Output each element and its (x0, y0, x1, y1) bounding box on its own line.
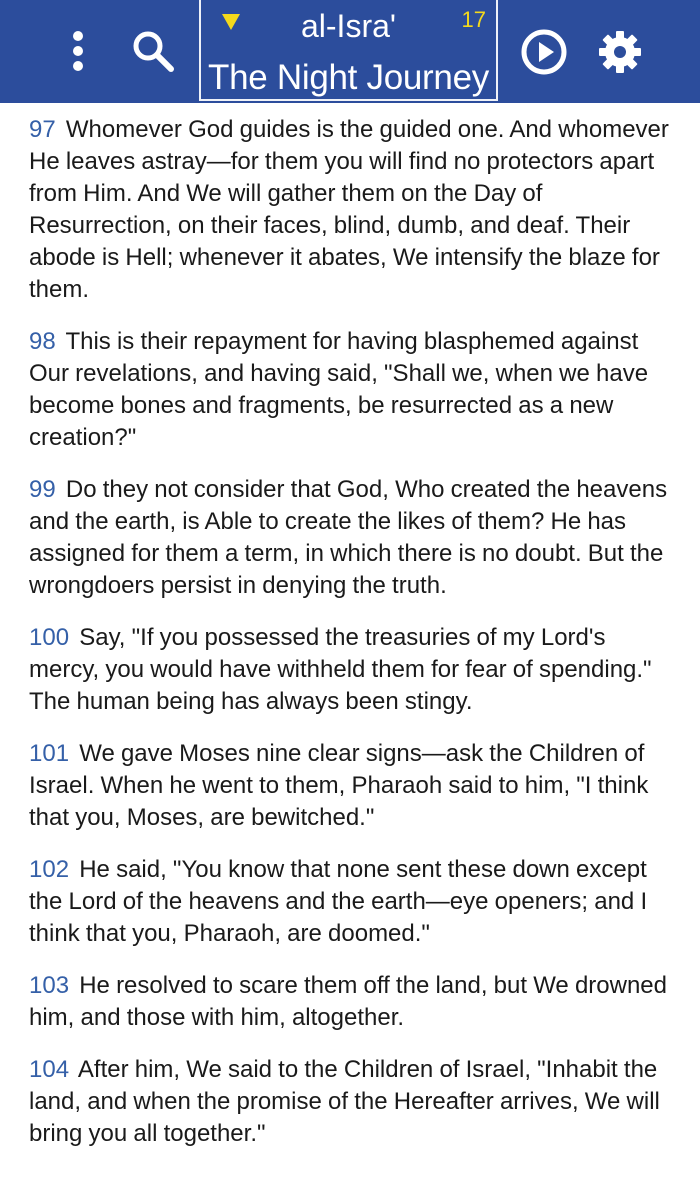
verse-101[interactable] (29, 738, 679, 834)
verse-number: 99 (29, 476, 56, 503)
verse-text: After him, We said to the Children of Israel, "Inhabit the land, and when the promise of the Hereafter arrives, We will bring you all together." (29, 1056, 660, 1147)
verse-102[interactable] (29, 854, 679, 950)
verse-list (29, 114, 679, 1170)
verse-98[interactable] (29, 326, 679, 454)
verse-text: Say, "If you possessed the treasuries of my Lord's mercy, you would have withheld them for fear of spending." The human being has always been stingy. (29, 624, 652, 715)
play-circle-icon (520, 28, 568, 76)
verse-103[interactable] (29, 970, 679, 1034)
verse-text: Do they not consider that God, Who created the heavens and the earth, is Able to create the likes of them? He has assigned for them a term, in which there is no doubt. But the wrongdoers persist in denying the truth. (29, 476, 668, 599)
verse-number: 97 (29, 116, 56, 143)
more-vert-icon (71, 29, 85, 73)
sura-english-title: The Night Journey (208, 58, 489, 97)
verse-text: He resolved to scare them off the land, but We drowned him, and those with him, altogether. (29, 972, 667, 1031)
sura-number: 17 (461, 7, 486, 32)
settings-button[interactable] (590, 22, 650, 82)
verse-number: 98 (29, 328, 56, 355)
search-icon (131, 29, 175, 73)
verse-number: 100 (29, 624, 70, 651)
verse-number: 104 (29, 1056, 70, 1083)
verse-97[interactable] (29, 114, 679, 306)
verse-number: 101 (29, 740, 70, 767)
search-button[interactable] (126, 24, 180, 78)
verse-text: Whomever God guides is the guided one. And whomever He leaves astray—for them you will find no protectors apart from Him. And We will gather them on the Day of Resurrection, on their faces, blind, dumb, and deaf. Their abode is Hell; whenever it abates, We intensify the blaze for them. (29, 116, 669, 303)
verse-number: 103 (29, 972, 70, 999)
verse-99[interactable] (29, 474, 679, 602)
verse-text: He said, "You know that none sent these down except the Lord of the heavens and the earth—eye openers; and I think that you, Pharaoh, are doomed." (29, 856, 648, 947)
sura-selector[interactable] (199, 0, 498, 101)
overflow-menu-button[interactable] (58, 24, 98, 78)
verse-text: We gave Moses nine clear signs—ask the Children of Israel. When he went to them, Pharaoh said to him, "I think that you, Moses, are bewitched." (29, 740, 649, 831)
sura-name: al-Isra' (300, 8, 396, 44)
play-button[interactable] (514, 22, 574, 82)
verse-100[interactable] (29, 622, 679, 718)
gear-icon (596, 28, 644, 76)
verse-number: 102 (29, 856, 70, 883)
verse-104[interactable] (29, 1054, 679, 1150)
verse-text: This is their repayment for having blasphemed against Our revelations, and having said, "Shall we, when we have become bones and fragments, be resurrected as a new creation?" (29, 328, 649, 451)
app-toolbar (0, 0, 700, 103)
